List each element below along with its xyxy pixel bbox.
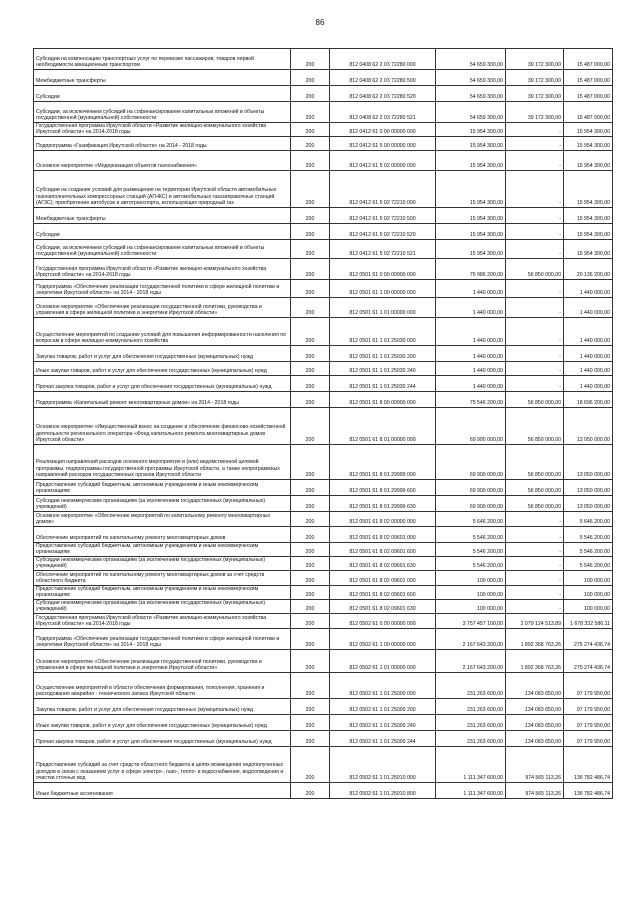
row-amount-federal: 39 172 300,00 — [506, 86, 564, 101]
table-row — [33, 171, 613, 208]
row-amount-regional: 97 179 950,00 — [576, 738, 610, 745]
table-row — [33, 445, 613, 480]
row-amount-federal: - — [506, 346, 564, 361]
row-amount-federal: 2 079 124 513,89 — [506, 614, 564, 628]
row-name: Подпрограмма «Капитальный ремонт многоквартирных домов» на 2014 - 2018 годы — [34, 392, 291, 407]
row-group: 200 — [291, 171, 330, 207]
row-name: Основное мероприятие «Обеспечение реализации государственной политики, руководства и управления в сфере жилищной политики и энергетики Иркутской области» — [34, 650, 291, 672]
row-code: 812 0501 61 8 02 09601 000 — [330, 527, 436, 542]
row-amount-regional: 97 179 950,00 — [576, 690, 610, 697]
row-amount-total: 15 954 300,00 — [436, 137, 506, 150]
row-amount-regional: 20 136 200,00 — [576, 271, 610, 278]
row-amount-regional: 15 487 000,00 — [576, 114, 610, 121]
table-row — [33, 783, 613, 799]
row-amount-regional: 1 678 332 586,11 — [570, 620, 610, 627]
table-row — [33, 673, 613, 699]
row-group: 200 — [291, 70, 330, 85]
row-amount-regional: 13 050 000,00 — [576, 471, 610, 478]
row-name: Предоставление субсидий за счет средств областного бюджета в целях возмещения недополученных доходов в связи с оказанием услуг в сфере электро-, газо-, тепло- и водоснабжения, водоотведения и очистки сточных вод — [34, 747, 291, 782]
row-group: 200 — [291, 392, 330, 407]
row-amount-federal: 974 565 113,26 — [506, 783, 564, 798]
row-amount-regional: 18 696 200,00 — [576, 399, 610, 406]
row-code: 812 0501 61 8 00 00000 000 — [330, 392, 436, 407]
row-name: Межбюджетные трансферты — [34, 70, 291, 85]
row-group: 200 — [291, 629, 330, 649]
row-amount-total: 1 111 347 600,00 — [436, 783, 506, 798]
row-group: 200 — [291, 208, 330, 223]
row-amount-regional: 275 274 436,74 — [573, 664, 610, 671]
row-name: Основное мероприятие «Имущественный взнос на создание и обеспечение финансово-хозяйственной деятельности регионального оператора «Фонд капитального ремонта многоквартирных домов Иркутской области» — [34, 408, 291, 444]
row-amount-federal: 56 850 000,00 — [506, 259, 564, 279]
budget-table — [33, 48, 613, 799]
row-name: Прочая закупка товаров, работ и услуг для обеспечения государственных (муниципальных) нужд — [34, 376, 291, 391]
row-amount-regional: 15 954 300,00 — [576, 142, 610, 149]
row-group: 200 — [291, 346, 330, 361]
row-group: 200 — [291, 151, 330, 170]
row-name: Субсидии, за исключением субсидий на софинансирование капитальных вложений в объекты государственной (муниципальной) собственности — [34, 240, 291, 258]
row-code: 812 0501 61 8 01 00000 000 — [330, 408, 436, 444]
row-amount-regional: 136 782 486,74 — [573, 790, 610, 797]
row-code: 812 0408 62 2 03 72280 520 — [330, 86, 436, 101]
row-code: 812 0501 61 8 02 09601 630 — [330, 557, 436, 570]
row-amount-federal: - — [506, 137, 564, 150]
row-amount-regional: 15 954 300,00 — [576, 231, 610, 238]
row-name: Субсидии на создание условий для размещения на территории Иркутской области автомобильных газонаполнительных компрессорных станций (АГНКС) и автомобильных газозаправочных станций (АГЗС); приобретение автобусов и автотранспорта, использующих природный газ — [34, 171, 291, 207]
row-group: 200 — [291, 586, 330, 599]
table-row — [33, 123, 613, 137]
row-group: 200 — [291, 102, 330, 122]
row-group: 200 — [291, 280, 330, 297]
row-name: Закупка товаров, работ и услуг для обеспечения государственных (муниципальных) нужд — [34, 699, 291, 714]
row-amount-total: 69 900 000,00 — [436, 496, 506, 511]
row-code: 812 0412 61 5 02 00000 000 — [330, 151, 436, 170]
row-code: 812 0501 61 8 02 09601 000 — [330, 571, 436, 585]
row-amount-federal: 39 172 300,00 — [506, 70, 564, 85]
row-name: Реализация направлений расходов основного мероприятия и (или) ведомственной целевой программы, подпрограммы государственной программы Иркутской области, а также непрограммных направлений расходов государственных органов Иркутской области — [34, 445, 291, 479]
row-code: 812 0412 61 5 00 00000 000 — [330, 137, 436, 150]
row-name: Государственная программа Иркутской области «Развитие жилищно-коммунального хозяйства Иркутской области» на 2014-2018 годы — [34, 614, 291, 628]
row-code: 812 0502 61 0 00 00000 000 — [330, 614, 436, 628]
row-amount-total: 15 954 300,00 — [436, 240, 506, 258]
table-row — [33, 731, 613, 747]
row-code: 812 0501 61 8 01 29999 630 — [330, 496, 436, 511]
row-group: 200 — [291, 123, 330, 136]
row-amount-regional: 15 487 000,00 — [576, 77, 610, 84]
table-row — [33, 408, 613, 445]
row-name: Подпрограмма «Обеспечение реализации государственной политики в сфере жилищной политики и энергетики Иркутской области» на 2014 - 2018 годы — [34, 629, 291, 649]
row-amount-total: 231 263 600,00 — [436, 699, 506, 714]
table-row — [33, 208, 613, 224]
row-amount-regional: 1 440 000,00 — [579, 289, 610, 296]
row-code: 812 0501 61 1 01 25030 200 — [330, 346, 436, 361]
row-amount-federal: 134 083 650,00 — [506, 673, 564, 698]
row-amount-regional: 100 000,00 — [584, 577, 610, 584]
table-row — [33, 512, 613, 527]
row-amount-federal: 56 850 000,00 — [506, 392, 564, 407]
row-amount-regional: 13 050 000,00 — [576, 503, 610, 510]
row-code: 812 0501 61 8 01 29999 600 — [330, 480, 436, 495]
row-code: 812 0412 61 5 02 72210 500 — [330, 208, 436, 223]
row-name: Осуществление мероприятий по созданию условий для повышения информированности населения по вопросам в сфере жилищно-коммунального хозяйства — [34, 318, 291, 345]
row-name: Закупка товаров, работ и услуг для обеспечения государственных (муниципальных) нужд — [34, 346, 291, 361]
row-amount-federal: 56 850 000,00 — [506, 496, 564, 511]
row-name: Осуществление мероприятий в области обеспечения формирования, пополнения, хранения и расходования аварийно - технического запаса Иркутской области — [34, 673, 291, 698]
table-row — [33, 600, 613, 614]
row-code: 812 0501 61 1 01 25030 244 — [330, 376, 436, 391]
row-amount-total: 231 263 600,00 — [436, 715, 506, 730]
row-name: Иные закупки товаров, работ и услуг для обеспечения государственных (муниципальных) нужд — [34, 362, 291, 375]
row-code: 812 0502 61 1 01 00000 000 — [330, 650, 436, 672]
row-amount-federal: 39 172 300,00 — [506, 102, 564, 122]
row-group: 200 — [291, 480, 330, 495]
row-group: 200 — [291, 376, 330, 391]
row-code: 812 0502 61 1 00 00000 000 — [330, 629, 436, 649]
table-row — [33, 48, 613, 70]
row-code: 812 0408 62 2 03 72280 500 — [330, 70, 436, 85]
row-code: 812 0501 61 8 02 09601 600 — [330, 543, 436, 556]
row-amount-regional: 5 646 200,00 — [579, 518, 610, 525]
row-name: Государственная программа Иркутской области «Развитие жилищно-коммунального хозяйства Иркутской области» на 2014-2018 годы — [34, 123, 291, 136]
row-group: 200 — [291, 715, 330, 730]
row-amount-regional: 100 000,00 — [584, 605, 610, 612]
table-row — [33, 298, 613, 318]
row-amount-federal: - — [506, 280, 564, 297]
row-group: 200 — [291, 224, 330, 239]
row-group: 200 — [291, 86, 330, 101]
row-code: 812 0501 61 1 01 00000 000 — [330, 298, 436, 317]
table-row — [33, 137, 613, 151]
row-code: 812 0412 61 0 00 00000 000 — [330, 123, 436, 136]
row-amount-regional: 15 954 300,00 — [576, 250, 610, 257]
row-name: Иные бюджетные ассигнования — [34, 783, 291, 798]
row-group: 200 — [291, 496, 330, 511]
row-name: Обеспечение мероприятий по капитальному ремонту многоквартирных домов — [34, 527, 291, 542]
row-amount-total: 5 546 200,00 — [436, 543, 506, 556]
table-row — [33, 747, 613, 783]
row-amount-regional: 100 000,00 — [584, 591, 610, 598]
row-amount-total: 15 954 300,00 — [436, 224, 506, 239]
row-group: 200 — [291, 699, 330, 714]
table-row — [33, 240, 613, 259]
row-name: Основное мероприятие «Обеспечение реализации государственной политики, руководства и управления в сфере жилищной политики и энергетики Иркутской области» — [34, 298, 291, 317]
row-amount-regional: 1 440 000,00 — [579, 353, 610, 360]
row-amount-federal: - — [506, 527, 564, 542]
table-row — [33, 586, 613, 600]
row-name: Субсидии некоммерческим организациям (за исключением государственных (муниципальных) учреждений) — [34, 496, 291, 511]
table-row — [33, 527, 613, 543]
table-row — [33, 650, 613, 673]
row-name: Иные закупки товаров, работ и услуг для обеспечения государственных (муниципальных) нужд — [34, 715, 291, 730]
table-row — [33, 70, 613, 86]
row-amount-federal: 134 083 650,00 — [506, 699, 564, 714]
row-amount-total: 1 440 000,00 — [436, 280, 506, 297]
row-name: Основное мероприятие «Обеспечение мероприятий по капитальному ремонту многоквартирных домов» — [34, 512, 291, 526]
row-name: Подпрограмма «Обеспечение реализации государственной политики в сфере жилищной политики и энергетики Иркутской области» на 2014 - 2018 годы — [34, 280, 291, 297]
row-amount-total: 100 000,00 — [436, 571, 506, 585]
row-group: 200 — [291, 527, 330, 542]
row-amount-federal: 56 850 000,00 — [506, 445, 564, 479]
row-code: 812 0502 61 1 01 25010 800 — [330, 783, 436, 798]
row-amount-regional: 15 954 300,00 — [576, 199, 610, 206]
row-amount-federal: - — [506, 571, 564, 585]
table-row — [33, 259, 613, 280]
row-amount-regional: 97 179 950,00 — [576, 722, 610, 729]
row-amount-total: 2 167 643 200,00 — [436, 650, 506, 672]
row-group: 200 — [291, 731, 330, 746]
row-group: 200 — [291, 614, 330, 628]
row-code: 812 0408 62 2 03 72280 000 — [330, 49, 436, 69]
row-amount-regional: 13 050 000,00 — [576, 436, 610, 443]
row-amount-regional: 15 487 000,00 — [576, 93, 610, 100]
row-name: Субсидии на компенсацию транспортных услуг по перевозке пассажиров, товаров первой необходимости авиационным транспортом — [34, 49, 291, 69]
table-row — [33, 151, 613, 171]
row-amount-total: 15 954 300,00 — [436, 151, 506, 170]
row-code: 812 0408 62 2 03 72280 521 — [330, 102, 436, 122]
row-amount-regional: 15 954 300,00 — [576, 128, 610, 135]
row-code: 812 0412 61 5 02 72210 520 — [330, 224, 436, 239]
page-number: 86 — [315, 18, 325, 27]
row-amount-federal: 56 850 000,00 — [506, 408, 564, 444]
row-amount-federal: 39 172 300,00 — [506, 49, 564, 69]
row-amount-total: 15 954 300,00 — [436, 171, 506, 207]
row-amount-total: 76 986 200,00 — [436, 259, 506, 279]
row-amount-federal: - — [506, 512, 564, 526]
row-amount-total: 1 111 347 600,00 — [436, 747, 506, 782]
row-amount-federal: 56 850 000,00 — [506, 480, 564, 495]
table-row — [33, 480, 613, 496]
row-name: Субсидии некоммерческим организациям (за исключением государственных (муниципальных) учреждений) — [34, 557, 291, 570]
row-amount-federal: - — [506, 543, 564, 556]
row-code: 812 0502 61 1 01 25000 000 — [330, 673, 436, 698]
row-name: Предоставление субсидий бюджетным, автономным учреждениям и иным некоммерческим организациям — [34, 543, 291, 556]
row-amount-federal: 134 083 650,00 — [506, 731, 564, 746]
row-name: Предоставление субсидий бюджетным, автономным учреждениям и иным некоммерческим организациям — [34, 480, 291, 495]
row-name: Основное мероприятие «Модернизация объектов газоснабжения» — [34, 151, 291, 170]
row-amount-regional: 1 440 000,00 — [579, 337, 610, 344]
row-amount-federal: - — [506, 600, 564, 613]
row-amount-federal: - — [506, 123, 564, 136]
row-group: 200 — [291, 557, 330, 570]
table-row — [33, 699, 613, 715]
row-group: 200 — [291, 259, 330, 279]
row-name: Прочая закупка товаров, работ и услуг для обеспечения государственных (муниципальных) нужд — [34, 731, 291, 746]
row-group: 200 — [291, 240, 330, 258]
row-amount-regional: 275 274 436,74 — [573, 641, 610, 648]
row-amount-regional: 15 954 300,00 — [576, 215, 610, 222]
row-group: 200 — [291, 137, 330, 150]
row-amount-total: 54 659 300,00 — [436, 86, 506, 101]
row-amount-regional: 5 546 200,00 — [579, 548, 610, 555]
row-amount-total: 2 167 643 200,00 — [436, 629, 506, 649]
row-amount-regional: 5 546 200,00 — [579, 534, 610, 541]
row-group: 200 — [291, 408, 330, 444]
row-amount-federal: - — [506, 298, 564, 317]
table-row — [33, 571, 613, 586]
row-amount-regional: 1 440 000,00 — [579, 383, 610, 390]
row-amount-federal: - — [506, 586, 564, 599]
row-amount-total: 1 440 000,00 — [436, 318, 506, 345]
row-code: 812 0501 61 1 01 25030 000 — [330, 318, 436, 345]
row-name: Подпрограмма «Газификация Иркутской области» на 2014 - 2018 годы — [34, 137, 291, 150]
row-amount-total: 1 440 000,00 — [436, 376, 506, 391]
row-amount-regional: 13 050 000,00 — [576, 487, 610, 494]
row-group: 200 — [291, 512, 330, 526]
row-code: 812 0502 61 1 01 25010 000 — [330, 747, 436, 782]
row-amount-total: 69 900 000,00 — [436, 445, 506, 479]
row-name: Предоставление субсидий бюджетным, автономным учреждениям и иным некоммерческим организациям — [34, 586, 291, 599]
table-row — [33, 496, 613, 512]
row-name: Субсидии, за исключением субсидий на софинансирование капитальных вложений в объекты государственной (муниципальной) собственности — [34, 102, 291, 122]
row-group: 200 — [291, 600, 330, 613]
row-amount-total: 231 263 600,00 — [436, 731, 506, 746]
row-amount-total: 54 659 300,00 — [436, 102, 506, 122]
row-name: Государственная программа Иркутской области «Развитие жилищно-коммунального хозяйства Иркутской области» на 2014-2018 годы — [34, 259, 291, 279]
row-amount-total: 3 757 457 100,00 — [436, 614, 506, 628]
table-row — [33, 346, 613, 362]
row-amount-total: 1 440 000,00 — [436, 346, 506, 361]
row-code: 812 0502 61 1 01 25000 240 — [330, 715, 436, 730]
row-amount-total: 100 000,00 — [436, 600, 506, 613]
table-row — [33, 715, 613, 731]
row-group: 200 — [291, 445, 330, 479]
row-group: 200 — [291, 650, 330, 672]
table-row — [33, 392, 613, 408]
row-amount-federal: - — [506, 151, 564, 170]
row-name: Субсидии — [34, 224, 291, 239]
row-code: 812 0501 61 8 02 09601 630 — [330, 600, 436, 613]
row-amount-federal: 1 892 368 763,26 — [506, 629, 564, 649]
row-amount-total: 5 546 200,00 — [436, 557, 506, 570]
row-code: 812 0412 61 5 02 72210 521 — [330, 240, 436, 258]
row-amount-total: 5 646 200,00 — [436, 512, 506, 526]
row-amount-total: 231 263 600,00 — [436, 673, 506, 698]
table-row — [33, 318, 613, 346]
row-amount-federal: - — [506, 362, 564, 375]
row-amount-total: 5 546 200,00 — [436, 527, 506, 542]
row-group: 200 — [291, 298, 330, 317]
table-row — [33, 543, 613, 557]
row-group: 200 — [291, 362, 330, 375]
row-amount-total: 15 954 300,00 — [436, 123, 506, 136]
row-amount-total: 54 659 300,00 — [436, 70, 506, 85]
row-group: 200 — [291, 49, 330, 69]
row-amount-total: 1 440 000,00 — [436, 298, 506, 317]
row-code: 812 0501 61 8 01 29999 000 — [330, 445, 436, 479]
row-amount-federal: 134 083 650,00 — [506, 715, 564, 730]
table-row — [33, 376, 613, 392]
row-name: Обеспечение мероприятий по капитальному ремонту многоквартирных домов за счет средств областного бюджета — [34, 571, 291, 585]
table-row — [33, 224, 613, 240]
row-group: 200 — [291, 783, 330, 798]
row-code: 812 0501 61 1 01 25030 240 — [330, 362, 436, 375]
row-name: Субсидии — [34, 86, 291, 101]
row-amount-federal: - — [506, 224, 564, 239]
table-row — [33, 629, 613, 650]
row-code: 812 0501 61 1 00 00000 000 — [330, 280, 436, 297]
table-row — [33, 102, 613, 123]
row-amount-federal: - — [506, 318, 564, 345]
row-group: 200 — [291, 543, 330, 556]
row-amount-federal: 974 565 113,26 — [506, 747, 564, 782]
row-amount-regional: 5 546 200,00 — [579, 562, 610, 569]
row-code: 812 0412 61 5 02 72210 000 — [330, 171, 436, 207]
row-group: 200 — [291, 747, 330, 782]
row-amount-federal: - — [506, 208, 564, 223]
row-amount-total: 69 900 000,00 — [436, 480, 506, 495]
row-code: 812 0502 61 1 01 25000 200 — [330, 699, 436, 714]
row-amount-federal: - — [506, 557, 564, 570]
row-amount-federal: 1 892 368 763,26 — [506, 650, 564, 672]
row-name: Межбюджетные трансферты — [34, 208, 291, 223]
row-code: 812 0501 61 8 02 09601 600 — [330, 586, 436, 599]
row-amount-total: 15 954 300,00 — [436, 208, 506, 223]
table-row — [33, 280, 613, 298]
row-group: 200 — [291, 673, 330, 698]
row-name: Субсидии некоммерческим организациям (за исключением государственных (муниципальных) учреждений) — [34, 600, 291, 613]
table-row — [33, 557, 613, 571]
row-amount-regional: 1 440 000,00 — [579, 309, 610, 316]
row-amount-total: 100 000,00 — [436, 586, 506, 599]
row-amount-federal: - — [506, 376, 564, 391]
row-code: 812 0502 61 1 01 25000 244 — [330, 731, 436, 746]
row-group: 200 — [291, 571, 330, 585]
row-amount-regional: 97 179 950,00 — [576, 706, 610, 713]
row-amount-total: 69 900 000,00 — [436, 408, 506, 444]
row-amount-regional: 1 440 000,00 — [579, 367, 610, 374]
row-group: 200 — [291, 318, 330, 345]
table-row — [33, 614, 613, 629]
table-row — [33, 86, 613, 102]
row-amount-federal: - — [506, 171, 564, 207]
row-amount-regional: 15 487 000,00 — [576, 61, 610, 68]
table-row — [33, 362, 613, 376]
row-amount-total: 75 546 200,00 — [436, 392, 506, 407]
row-amount-total: 1 440 000,00 — [436, 362, 506, 375]
row-code: 812 0501 61 8 02 00000 000 — [330, 512, 436, 526]
row-amount-regional: 15 954 300,00 — [576, 162, 610, 169]
row-amount-total: 54 659 300,00 — [436, 49, 506, 69]
row-amount-federal: - — [506, 240, 564, 258]
row-amount-regional: 136 782 486,74 — [573, 774, 610, 781]
row-code: 812 0501 61 0 00 00000 000 — [330, 259, 436, 279]
